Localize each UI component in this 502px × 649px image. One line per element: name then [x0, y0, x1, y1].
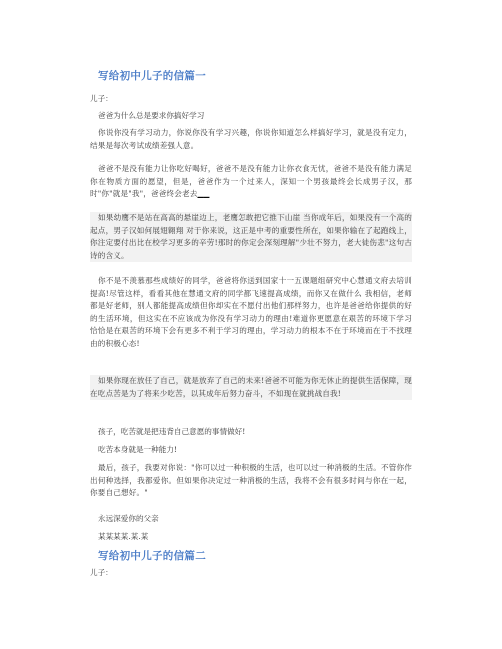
paragraph: 爸爸不是没有能力让你吃好喝好，爸爸不是没有能力让你衣食无忧，爸爸不是没有能力满足你在物质方面的愿望，但是，爸爸作为一个过来人，深知一个男孩最终会长成男子汉，那时"你"就是"我"，爸爸终会老去▁▁: [90, 164, 412, 199]
section-title: 写给初中儿子的信篇一: [98, 70, 206, 82]
paragraph: 如果幼鹰不是站在高高的悬崖边上，老鹰怎敢把它推下山崖 当你成年后，如果没有一个高的起点，男子汉如何展翅翱翔 对于你来说，这正是中考的重要性所在，如果你输在了起跑线上，你注定要付出比在校学习更多的辛劳!那时的你定会深刻理解"少壮不努力，老大徒伤悲"这句古诗的含义。: [90, 212, 412, 262]
paragraph: 孩子，吃苦就是把违背自己意愿的事情做好!: [98, 427, 246, 436]
signature: 某某某某.某.某: [98, 532, 149, 541]
closing: 永远深爱你的父亲: [98, 514, 159, 523]
paragraph: 爸爸为什么总是要求你搞好学习: [98, 111, 205, 120]
dash-glyph: ▁▁: [197, 189, 210, 199]
paragraph: 你说你没有学习动力，你说你没有学习兴趣，你说你知道怎么样搞好学习，就是没有定力，结果是每次考试成绩差强人意。: [90, 128, 412, 150]
section-title: 写给初中儿子的信篇二: [98, 550, 206, 562]
paragraph: 如果你现在放任了自己，就是放弃了自己的未来!爸爸不可能为你无休止的提供生活保障，现在吃点苦是为了将来少吃苦，以其成年后努力奋斗，不如现在就挑战自我!: [90, 375, 412, 400]
paragraph: 你不是不羡慕那些成绩好的同学，爸爸将你送到国家十一五课题组研究中心慧通文府去培训提高!尽管这样，看看其他在慧通文府的同学都飞速提高成绩，而你又在做什么 我相信，老师都是好老师，别人都能提高成绩但你却实在不愿付出他们那样努力，也许是爸爸给你提供的好的生活环境，但这实在不应该成为你没有学习动力的理由!难道你更愿意在艰苦的环境下学习 恰恰是在艰苦的环境下会有更多不利于学习的理由，学习动力的根本不在于环境而在于不找理由的积极心态!: [90, 276, 412, 348]
paragraph: 最后，孩子，我要对你说："你可以过一种积极的生活，也可以过一种消极的生活。不管你作出何种选择，我都爱你。但如果你决定过一种消极的生活，我将不会有很多时间与你在一起，你要自己想好。": [90, 463, 412, 498]
salutation: 儿子：: [90, 94, 113, 103]
salutation: 儿子：: [90, 568, 113, 577]
paragraph: 吃苦本身就是一种能力!: [98, 445, 177, 454]
